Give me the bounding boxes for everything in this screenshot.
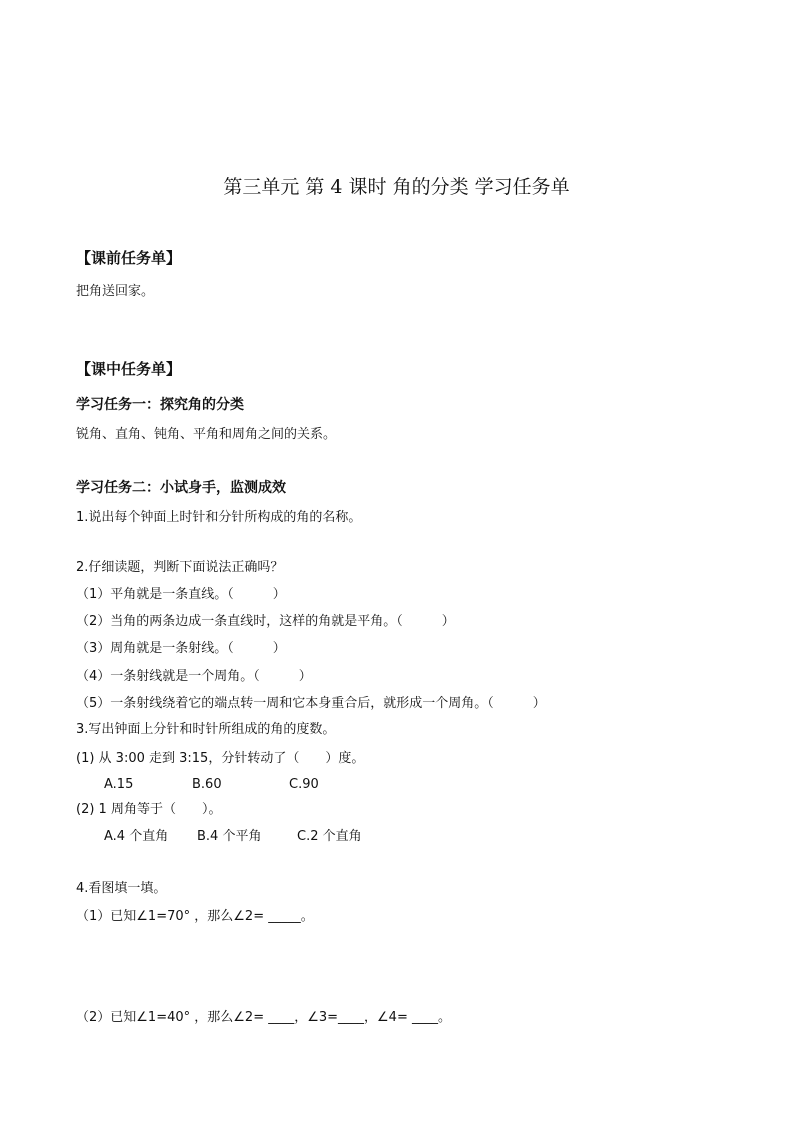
- question-4-stem: 4.看图填一填。: [76, 881, 167, 896]
- option-a: A.15: [104, 777, 134, 792]
- question-3-sub1: (1) 从 3:00 走到 3:15，分针转动了（ ）度。: [76, 751, 365, 766]
- in-class-heading: 【课中任务单】: [76, 360, 182, 378]
- option-b: B.60: [192, 777, 222, 792]
- option-c: C.90: [289, 777, 319, 792]
- page-title: 第三单元 第 4 课时 角的分类 学习任务单: [223, 176, 570, 198]
- question-3-sub2-options: [104, 828, 362, 846]
- question-3-stem: 3.写出钟面上分针和时针所组成的角的度数。: [76, 722, 336, 737]
- pre-class-heading: 【课前任务单】: [76, 249, 182, 267]
- question-2-item: （5）一条射线绕着它的端点转一周和它本身重合后，就形成一个周角。（ ）: [76, 696, 546, 711]
- option-a: A.4 个直角: [104, 829, 169, 844]
- question-1: 1.说出每个钟面上时针和分针所构成的角的名称。: [76, 510, 362, 525]
- question-2-item: （1）平角就是一条直线。（ ）: [76, 587, 286, 602]
- question-2-item: （2）当角的两条边成一条直线时，这样的角就是平角。（ ）: [76, 614, 455, 629]
- question-2-item: （3）周角就是一条射线。（ ）: [76, 641, 286, 656]
- task2-title: 学习任务二：小试身手，监测成效: [76, 480, 286, 496]
- question-3-sub2: (2) 1 周角等于（ ）。: [76, 802, 222, 817]
- question-2-stem: 2.仔细读题，判断下面说法正确吗？: [76, 560, 284, 575]
- task1-title: 学习任务一：探究角的分类: [76, 397, 244, 413]
- question-3-sub1-options: [104, 776, 319, 794]
- question-2-item: （4）一条射线就是一个周角。（ ）: [76, 669, 312, 684]
- option-b: B.4 个平角: [197, 829, 262, 844]
- option-c: C.2 个直角: [297, 829, 362, 844]
- pre-class-text: 把角送回家。: [76, 284, 155, 299]
- question-4-sub2: （2）已知∠1=40° ，那么∠2= ____，∠3=____，∠4= ____。: [76, 1010, 451, 1025]
- task1-text: 锐角、直角、钝角、平角和周角之间的关系。: [76, 427, 337, 442]
- question-4-sub1: （1）已知∠1=70° ，那么∠2= _____。: [76, 909, 314, 924]
